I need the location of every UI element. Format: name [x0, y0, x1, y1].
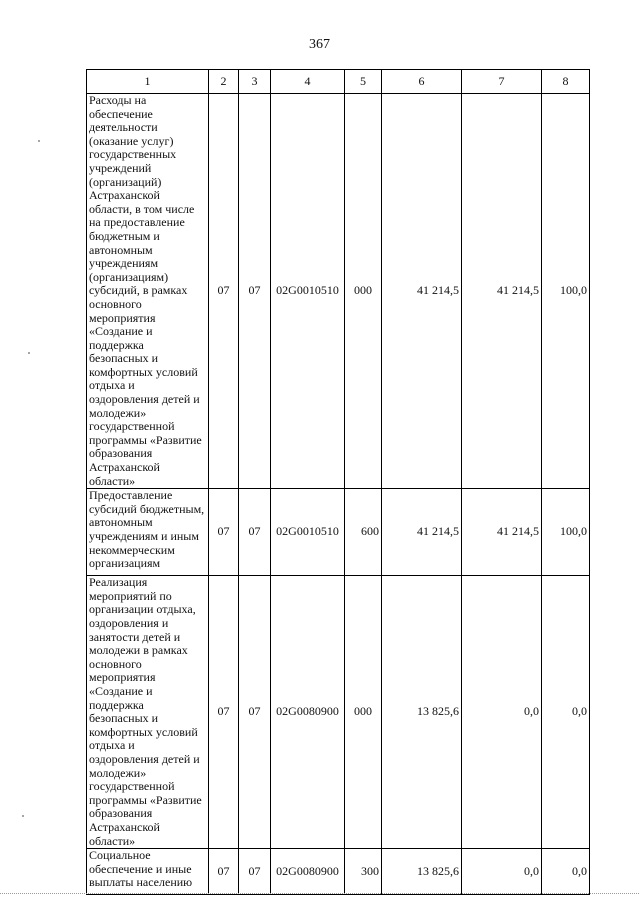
table-row [87, 576, 590, 849]
row-section: 07 [209, 489, 239, 576]
row-value-8: 100,0 [542, 94, 590, 489]
budget-table [86, 69, 590, 895]
row-section: 07 [209, 849, 239, 895]
row-target-code: 02G0080900 [271, 849, 345, 895]
column-header-7: 7 [462, 70, 542, 94]
scan-speck [22, 815, 24, 817]
scan-speck [38, 140, 40, 142]
row-value-8: 0,0 [542, 849, 590, 895]
row-description: Реализация мероприятий по организации отдыха, оздоровления и занятости детей и молодежи в рамках основного мероприятия «Создание и поддержка безопасных и комфортных условий отдыха и оздоровления детей и молодежи» государственной программы «Развитие образования Астраханской области» [87, 576, 209, 849]
row-description: Предоставление субсидий бюджетным, автономным учреждениям и иным некоммерческим организациям [87, 489, 209, 576]
row-target-code: 02G0010510 [271, 489, 345, 576]
row-subsection: 07 [239, 576, 271, 849]
row-value-6: 41 214,5 [382, 489, 462, 576]
row-value-6: 13 825,6 [382, 576, 462, 849]
row-expense-type: 300 [345, 849, 382, 895]
page-bottom-edge [0, 893, 639, 894]
column-header-5: 5 [345, 70, 382, 94]
column-header-4: 4 [271, 70, 345, 94]
column-header-3: 3 [239, 70, 271, 94]
row-description: Расходы на обеспечение деятельности (оказание услуг) государственных учреждений (организаций) Астраханской области, в том числе на предоставление бюджетным и автономным учреждениям (организациям) субсидий, в рамках основного мероприятия «Создание и поддержка безопасных и комфортных условий отдыха и оздоровления детей и молодежи» государственной программы «Развитие образования Астраханской области» [87, 94, 209, 489]
row-section: 07 [209, 576, 239, 849]
row-section: 07 [209, 94, 239, 489]
row-value-7: 0,0 [462, 576, 542, 849]
column-header-8: 8 [542, 70, 590, 94]
row-value-8: 0,0 [542, 576, 590, 849]
row-subsection: 07 [239, 94, 271, 489]
row-target-code: 02G0010510 [271, 94, 345, 489]
row-value-8: 100,0 [542, 489, 590, 576]
row-description: Социальное обеспечение и иные выплаты населению [87, 849, 209, 895]
table-row [87, 849, 590, 895]
table-header-row [87, 70, 590, 94]
row-value-7: 41 214,5 [462, 94, 542, 489]
row-expense-type: 000 [345, 576, 382, 849]
row-subsection: 07 [239, 849, 271, 895]
row-value-6: 13 825,6 [382, 849, 462, 895]
row-expense-type: 000 [345, 94, 382, 489]
column-header-2: 2 [209, 70, 239, 94]
row-expense-type: 600 [345, 489, 382, 576]
row-value-6: 41 214,5 [382, 94, 462, 489]
page-number: 367 [309, 37, 330, 52]
table-row [87, 489, 590, 576]
row-target-code: 02G0080900 [271, 576, 345, 849]
row-value-7: 0,0 [462, 849, 542, 895]
row-subsection: 07 [239, 489, 271, 576]
row-value-7: 41 214,5 [462, 489, 542, 576]
column-header-1: 1 [87, 70, 209, 94]
column-header-6: 6 [382, 70, 462, 94]
table-row [87, 94, 590, 489]
scan-speck [28, 352, 30, 354]
